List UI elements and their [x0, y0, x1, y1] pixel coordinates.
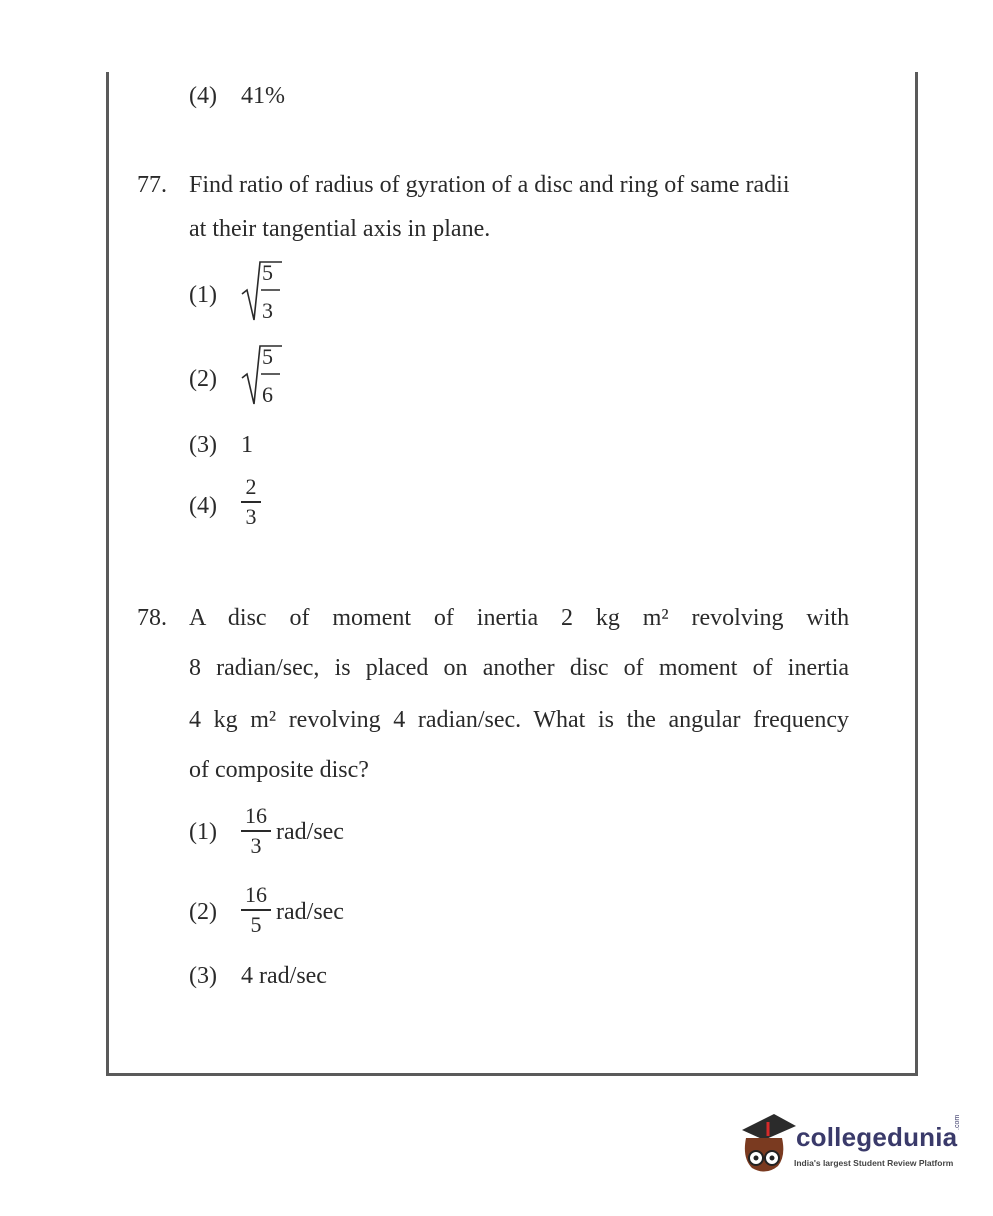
q77-option4-denominator: 3	[245, 503, 257, 529]
q78-line4: of composite disc?	[189, 757, 369, 783]
q78-option2-denominator: 5	[250, 911, 262, 937]
q77-number: 77.	[137, 172, 167, 198]
q78-option3-text: 4 rad/sec	[241, 963, 327, 989]
q78-option2-numerator: 16	[245, 882, 267, 907]
q78-line2: 8 radian/sec, is placed on another disc of moment of inertia	[189, 655, 850, 681]
q77-option1-denominator: 3	[262, 298, 273, 323]
q77-line2: at their tangential axis in plane.	[189, 216, 491, 242]
q77-line1: Find ratio of radius of gyration of a disc and ring of same radii	[189, 172, 790, 198]
q78-option2-fraction	[241, 884, 271, 936]
prev-option-text: 41%	[241, 83, 285, 109]
logo-suffix: .com	[954, 1114, 961, 1130]
q78-line1: A disc of moment of inertia 2 kg m² revolving with	[189, 605, 850, 631]
q77-option3-label: (3)	[189, 432, 217, 458]
q77-option2-denominator: 6	[262, 382, 273, 407]
q78-option1-denominator: 3	[250, 832, 262, 858]
fraction-bar	[241, 501, 261, 503]
q77-option4-numerator: 2	[245, 474, 257, 499]
q77-option4-label: (4)	[189, 493, 217, 519]
q78-option1-label: (1)	[189, 819, 217, 845]
prev-option-label: (4)	[189, 83, 217, 109]
q78-option2-label: (2)	[189, 899, 217, 925]
q78-line3: 4 kg m² revolving 4 radian/sec. What is the angular frequency	[189, 707, 850, 733]
mascot-icon	[738, 1108, 798, 1178]
q77-option1-label: (1)	[189, 282, 217, 308]
q77-option1-numerator: 5	[262, 260, 273, 285]
q78-number: 78.	[137, 605, 167, 631]
q77-option4-fraction	[241, 476, 261, 528]
q77-option2-numerator: 5	[262, 344, 273, 369]
q77-option2-label: (2)	[189, 366, 217, 392]
q78-option1-unit: rad/sec	[276, 819, 344, 845]
logo-wordmark: collegedunia	[796, 1122, 958, 1152]
q77-option3-text: 1	[241, 432, 253, 458]
q78-option2-unit: rad/sec	[276, 899, 344, 925]
fraction-bar	[241, 830, 271, 832]
q78-option1-numerator: 16	[245, 803, 267, 828]
logo-tagline: India's largest Student Review Platform	[794, 1158, 954, 1168]
collegedunia-logo[interactable]	[738, 1108, 968, 1178]
q78-option3-label: (3)	[189, 963, 217, 989]
q78-option1-fraction	[241, 805, 271, 857]
fraction-bar	[241, 909, 271, 911]
